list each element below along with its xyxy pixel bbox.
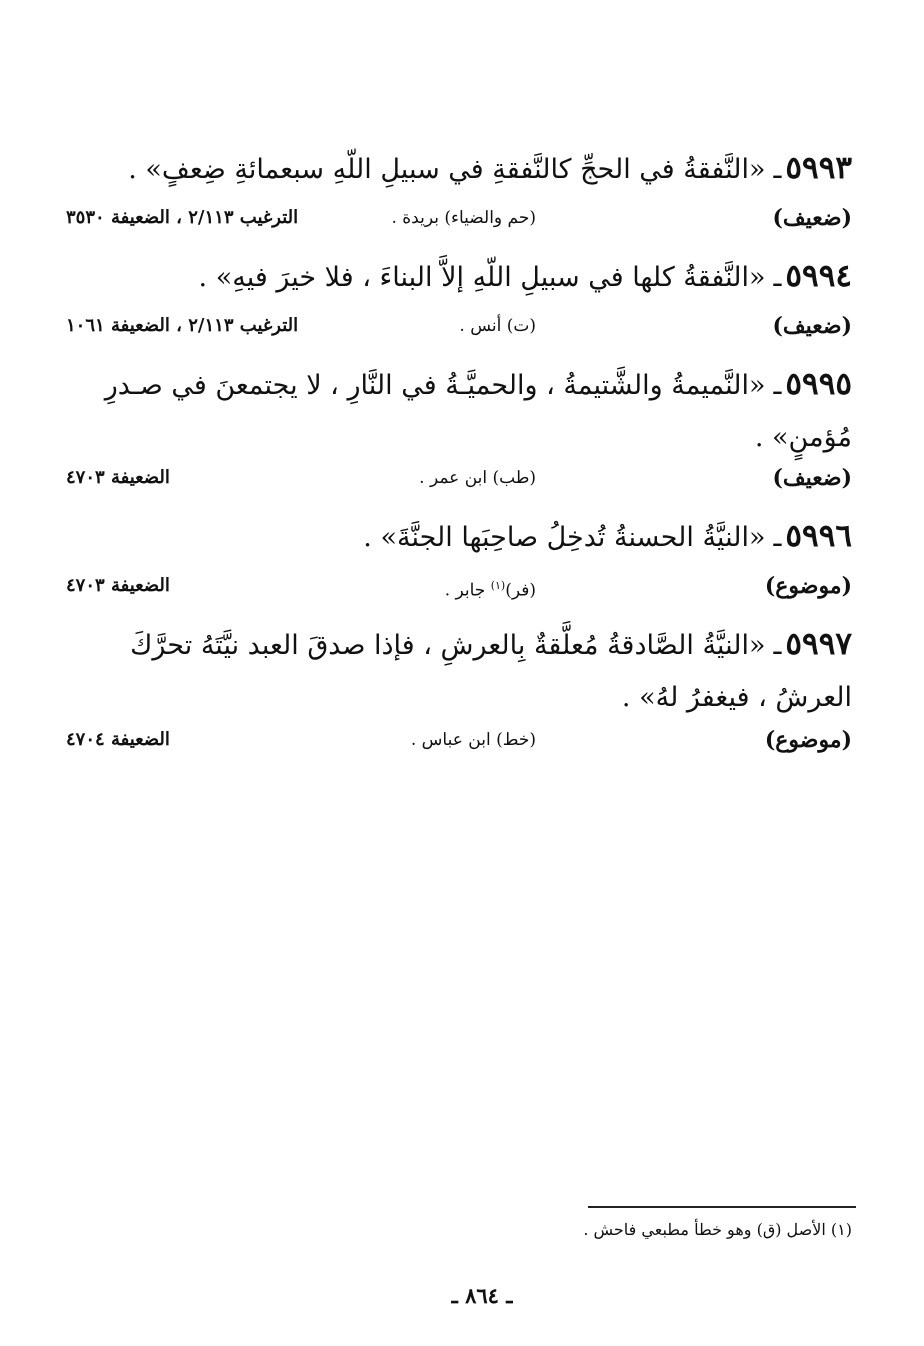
- source-code: (فر): [505, 580, 536, 601]
- hadith-text: «النيَّةُ الحسنةُ تُدخِلُ صاحِبَها الجنَّةَ» .: [363, 522, 766, 553]
- hadith-meta-5994: [66, 306, 852, 346]
- grade-label: (ضعيف): [772, 205, 852, 231]
- reference-label: الترغيب ٢/١١٣ ، الضعيفة ٣٥٣٠: [66, 207, 299, 228]
- source-label: (خط) ابن عباس .: [410, 730, 536, 750]
- hadith-entry-5994: [66, 250, 852, 304]
- hadith-entry-5995: [66, 358, 852, 464]
- footnote-divider: [588, 1206, 856, 1208]
- hadith-number: ٥٩٩٣: [785, 150, 852, 186]
- source-label: (طب) ابن عمر .: [419, 468, 536, 488]
- hadith-entry-5996: [66, 510, 852, 564]
- grade-label: (ضعيف): [772, 313, 852, 339]
- hadith-text: «النيَّةُ الصَّادقةُ مُعلَّقةٌ بِالعرشِ ، فإذا صدقَ العبد نيَّتَهُ تحرَّكَ العرشُ ، فيغفرُ لهُ» .: [130, 630, 852, 713]
- hadith-text: «النَّفقةُ في الحجِّ كالنَّفقةِ في سبيلِ اللّهِ سبعمائةِ ضِعفٍ» .: [128, 154, 766, 185]
- hadith-text: «النَّفقةُ كلها في سبيلِ اللّهِ إلاَّ البناءَ ، فلا خيرَ فيهِ» .: [198, 262, 766, 293]
- reference-label: الضعيفة ٤٧٠٣: [66, 575, 170, 596]
- grade-label: (ضعيف): [772, 465, 852, 491]
- page-number: ـ ٨٦٤ ـ: [451, 1283, 513, 1308]
- hadith-entry-5993: [66, 142, 852, 196]
- grade-label: (موضوع): [764, 727, 852, 753]
- source-label: [445, 570, 536, 607]
- hadith-number: ٥٩٩٦: [785, 518, 852, 554]
- grade-label: (موضوع): [764, 573, 852, 599]
- hadith-meta-5996: [66, 566, 852, 606]
- hadith-entry-5997: [66, 618, 852, 724]
- footnote: (١) الأصل (ق) وهو خطأ مطبعي فاحش .: [583, 1220, 852, 1239]
- hadith-meta-5995: [66, 458, 852, 498]
- hadith-dash: ـ: [773, 522, 782, 553]
- hadith-dash: ـ: [773, 630, 782, 661]
- reference-label: الضعيفة ٤٧٠٤: [66, 729, 170, 750]
- hadith-meta-5997: [66, 720, 852, 760]
- hadith-number: ٥٩٩٧: [785, 626, 852, 662]
- hadith-dash: ـ: [773, 370, 782, 401]
- hadith-number: ٥٩٩٥: [785, 366, 852, 402]
- hadith-dash: ـ: [773, 154, 782, 185]
- footnote-marker: (١): [490, 579, 506, 592]
- hadith-text: «النَّميمةُ والشَّتيمةُ ، والحميَّـةُ في النَّارِ ، لا يجتمعنَ في صـدرِ مُؤمنٍ» .: [104, 370, 852, 453]
- reference-label: الضعيفة ٤٧٠٣: [66, 467, 170, 488]
- source-label: (حم والضياء) بريدة .: [391, 208, 536, 228]
- source-label: (ت) أنس .: [459, 316, 536, 336]
- source-narrator: جابر .: [444, 580, 491, 601]
- hadith-number: ٥٩٩٤: [785, 258, 852, 294]
- hadith-meta-5993: [66, 198, 852, 238]
- hadith-dash: ـ: [773, 262, 782, 293]
- reference-label: الترغيب ٢/١١٣ ، الضعيفة ١٠٦١: [66, 315, 299, 336]
